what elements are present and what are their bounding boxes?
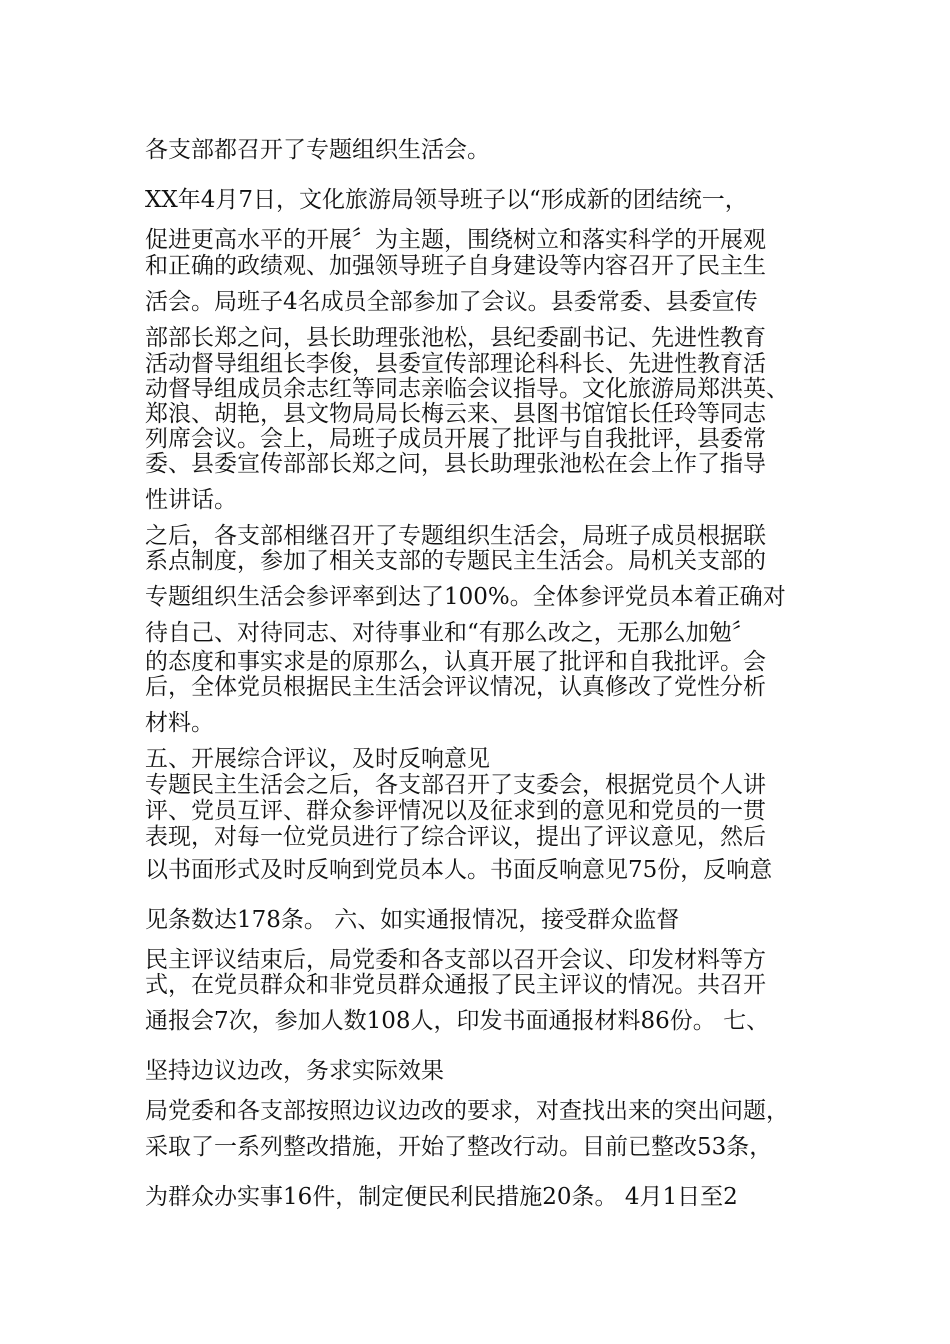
text-line: 局党委和各支部按照边议边改的要求，对查找出来的突出问题，: [145, 1098, 789, 1124]
text-line: 后，全体党员根据民主生活会评议情况，认真修改了党性分析: [145, 674, 766, 700]
text-line: 见条数达178条。 六、如实通报情况，接受群众监督: [145, 907, 680, 933]
text-line: 的态度和事实求是的原那么，认真开展了批评和自我批评。会: [145, 649, 766, 675]
text-line: 表现，对每一位党员进行了综合评议，提出了评议意见，然后: [145, 824, 766, 850]
text-line: 活会。局班子4名成员全部参加了会议。县委常委、县委宣传: [145, 289, 758, 315]
text-line: 之后，各支部相继召开了专题组织生活会，局班子成员根据联: [145, 523, 766, 549]
text-line: 系点制度，参加了相关支部的专题民主生活会。局机关支部的: [145, 548, 766, 574]
text-line: 郑浪、胡艳，县文物局局长梅云来、县图书馆馆长任玲等同志: [145, 401, 766, 427]
text-line: 式，在党员群众和非党员群众通报了民主评议的情况。共召开: [145, 972, 766, 998]
text-line: 专题民主生活会之后，各支部召开了支委会，根据党员个人讲: [145, 772, 766, 798]
section-heading: 坚持边议边改，务求实际效果: [145, 1058, 444, 1084]
text-line: 材料。: [145, 710, 214, 736]
text-line: 民主评议结束后，局党委和各支部以召开会议、印发材料等方: [145, 947, 766, 973]
text-line: 委、县委宣传部部长郑之问，县长助理张池松在会上作了指导: [145, 451, 766, 477]
text-line: 活动督导组组长李俊，县委宣传部理论科科长、先进性教育活: [145, 351, 766, 377]
text-line: XX年4月7日，文化旅游局领导班子以“形成新的团结统一，: [145, 187, 748, 213]
text-line: 通报会7次，参加人数108人，印发书面通报材料86份。 七、: [145, 1008, 770, 1034]
text-line: 列席会议。会上，局班子成员开展了批评与自我批评，县委常: [145, 426, 766, 452]
text-line: 促进更高水平的开展〞为主题，围绕树立和落实科学的开展观: [145, 227, 766, 253]
text-line: 为群众办实事16件，制定便民利民措施20条。 4月1日至2: [145, 1184, 738, 1210]
text-line: 评、党员互评、群众参评情况以及征求到的意见和党员的一贯: [145, 798, 766, 824]
text-line: 性讲话。: [145, 487, 237, 513]
text-line: 专题组织生活会参评率到达了100%。全体参评党员本着正确对: [145, 584, 786, 610]
text-line: 部部长郑之问，县长助理张池松，县纪委副书记、先进性教育: [145, 325, 766, 351]
section-heading: 五、开展综合评议，及时反响意见: [145, 746, 490, 772]
text-line: 动督导组成员余志红等同志亲临会议指导。文化旅游局郑洪英、: [145, 376, 789, 402]
text-line: 和正确的政绩观、加强领导班子自身建设等内容召开了民主生: [145, 253, 766, 279]
text-line: 待自己、对待同志、对待事业和“有那么改之，无那么加勉〞: [145, 620, 755, 646]
text-line: 各支部都召开了专题组织生活会。: [145, 137, 490, 163]
text-line: 以书面形式及时反响到党员本人。书面反响意见75份，反响意: [145, 857, 773, 883]
text-line: 采取了一系列整改措施，开始了整改行动。目前已整改53条，: [145, 1134, 773, 1160]
